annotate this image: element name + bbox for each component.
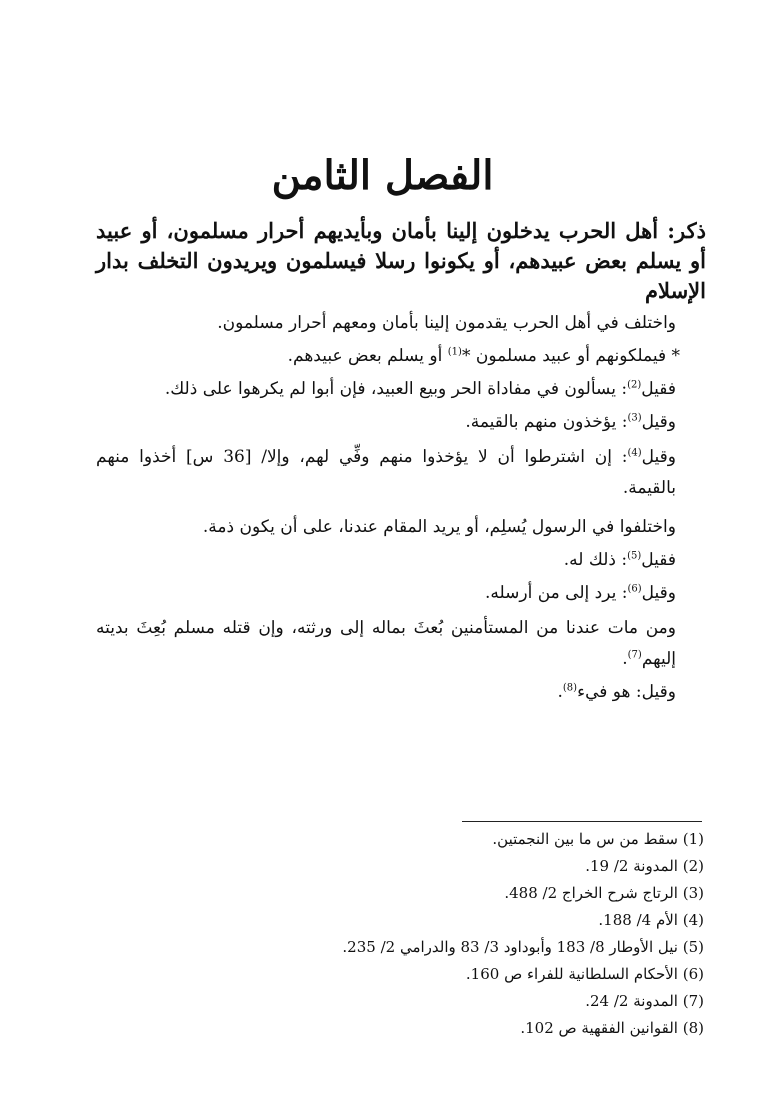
footnote-ref: (3)	[627, 412, 642, 424]
footnote-divider	[462, 821, 702, 822]
footnote: (4) الأم 4/ 188.	[598, 911, 704, 929]
footnote-ref: (1)	[447, 346, 462, 358]
footnote: (8) القوانين الفقهية ص 102.	[520, 1019, 704, 1037]
paragraph: فقيل$^{(2)}$: يسألون في مفاداة الحر وبيع العبيد، فإن أبوا لم يكرهوا على ذلك.	[164, 379, 676, 399]
footnote-ref: (4)	[627, 447, 642, 459]
footnote: (3) الرتاج شرح الخراج 2/ 488.	[504, 884, 704, 902]
paragraph: وقيل$^{(6)}$: يرد إلى من أرسله.	[485, 583, 676, 603]
paragraph: واختلفوا في الرسول يُسلِم، أو يريد المقام عندنا، على أن يكون ذمة.	[202, 517, 676, 537]
paragraph: ومن مات عندنا من المستأمنين بُعثَ بماله إلى ورثته، وإن قتله مسلم بُعِثَ بديته إليهم$^{(7)}$.	[96, 618, 676, 669]
footnote-ref: (8)	[562, 682, 578, 694]
footnote-ref: (2)	[627, 379, 642, 391]
footnotes-list	[200, 826, 704, 1042]
paragraph: واختلف في أهل الحرب يقدمون إلينا بأمان ومعهم أحرار مسلمون.	[217, 313, 676, 333]
footnote: (2) المدونة 2/ 19.	[585, 857, 704, 875]
chapter-title: الفصل الثامن	[271, 152, 494, 199]
footnote: (5) نيل الأوطار 8/ 183 وأبوداود 3/ 83 والدرامي 2/ 235.	[342, 938, 704, 956]
paragraph: فقيل$^{(5)}$: ذلك له.	[563, 550, 676, 570]
footnote: (7) المدونة 2/ 24.	[585, 992, 704, 1010]
paragraph: وقيل$^{(3)}$: يؤخذون منهم بالقيمة.	[465, 412, 676, 432]
footnote: (1) سقط من س ما بين النجمتين.	[492, 830, 704, 848]
paragraph: وقيل$^{(4)}$: إن اشترطوا أن لا يؤخذوا منهم وفِّي لهم، وإلا/ [36 س] أخذوا منهم بالقيمة.	[96, 447, 676, 498]
paragraph: * فيملكونهم أو عبيد مسلمون *$^{(1)}$ أو يسلم بعض عبيدهم.	[287, 346, 680, 366]
footnote-ref: (7)	[627, 649, 642, 661]
paragraph: وقيل: هو فيء$^{(8)}$.	[557, 682, 676, 702]
footnote-ref: (5)	[627, 550, 642, 562]
footnote: (6) الأحكام السلطانية للفراء ص 160.	[465, 965, 704, 983]
footnote-ref: (6)	[627, 583, 642, 595]
section-heading: ذكر: أهل الحرب يدخلون إلينا بأمان وبأيديهم أحرار مسلمون، أو عبيد أو يسلم بعض عبيدهم، أو يكونوا رسلا فيسلمون ويريدون التخلف بدار الإسلام	[96, 218, 706, 303]
body-text	[96, 308, 704, 708]
